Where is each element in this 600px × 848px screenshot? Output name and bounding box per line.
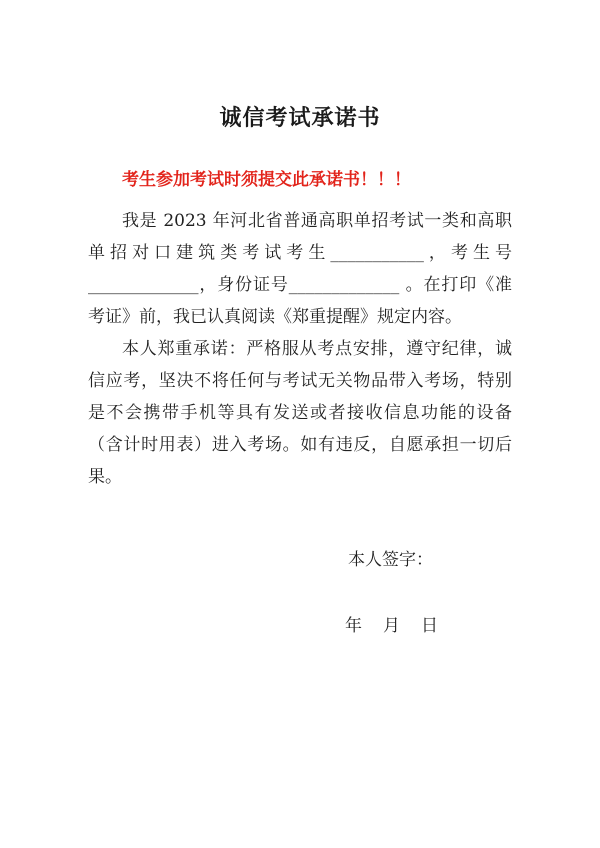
day-label: 日 [421,616,438,636]
intro-text-3: ，身份证号 [198,275,289,295]
month-label: 月 [383,616,400,636]
intro-text-2: ，考生号 [423,243,513,263]
notice-text: 考生参加考试时须提交此承诺书！！！ [122,170,411,190]
page-title: 诚信考试承诺书 [219,106,381,131]
year-label: 年 [345,616,362,636]
id-number-blank: _____________ [288,275,400,295]
candidate-name-blank: ___________ [330,243,424,263]
candidate-number-blank: _____________ [88,275,199,295]
date-row [88,616,512,636]
signature-row [88,550,512,570]
intro-text-4: 。在打印《准考证》前，我已认真阅读《郑重提醒》规定内容。 [88,275,512,327]
paragraph-commitment: 本人郑重承诺：严格服从考点安排，遵守纪律，诚信应考，坚决不将任何与考试无关物品带入考场，特别是不会携带手机等具有发送或者接收信息功能的设备（含计时用表）进入考场。如有违反，自愿承担一切后果。 [88,339,512,487]
intro-text-1: 我是 2023 年河北省普通高职单招考试一类和高职单招对口建筑类考试考生 [88,211,512,263]
paragraph-intro [88,205,512,333]
signature-label: 本人签字： [348,550,433,570]
